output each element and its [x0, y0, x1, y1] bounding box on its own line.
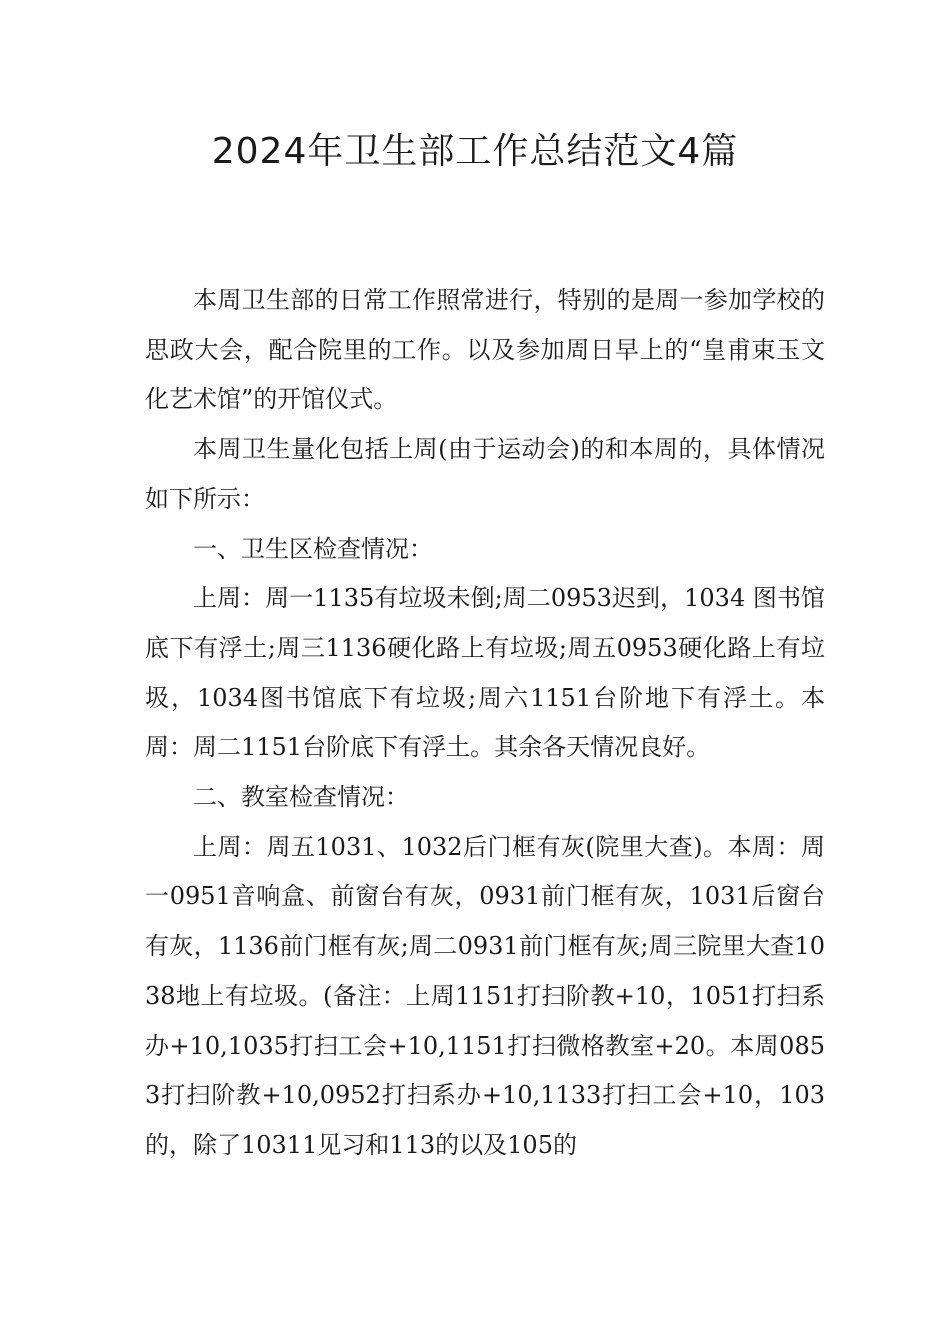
paragraph-intro: 本周卫生部的日常工作照常进行，特别的是周一参加学校的思政大会，配合院里的工作。以及参加周日早上的“皇甫束玉文化艺术馆”的开馆仪式。 [145, 286, 825, 414]
paragraph-summary: 本周卫生量化包括上周(由于运动会)的和本周的，具体情况如下所示： [145, 435, 825, 513]
section-heading-hygiene-area: 一、卫生区检查情况： [193, 534, 433, 563]
paragraph-classroom-details: 上周：周五1031、1032后门框有灰(院里大查)。本周：周一0951音响盒、前窗台有灰，0931前门框有灰，1031后窗台有灰，1136前门框有灰;周二0931前门框有灰;周三院里大查1038地上有垃圾。(备注：上周1151打扫阶教+10，1051打扫系办+10,1035打扫工会+10,1151打扫微格教室+20。本周0853打扫阶教+10,0952打扫系办+10,1133打扫工会+10，103的，除了10311见习和113的以及105的 [145, 832, 825, 1159]
document-title: 2024年卫生部工作总结范文4篇 [211, 131, 739, 172]
section-heading-classroom: 二、教室检查情况： [193, 783, 409, 812]
paragraph-hygiene-area-details: 上周：周一1135有垃圾未倒;周二0953迟到，1034 图书馆底下有浮土;周三1136硬化路上有垃圾;周五0953硬化路上有垃圾，1034图书馆底下有垃圾;周六1151台阶地下有浮土。本周：周二1151台阶底下有浮土。其余各天情况良好。 [145, 584, 825, 762]
document-body [145, 276, 825, 1171]
